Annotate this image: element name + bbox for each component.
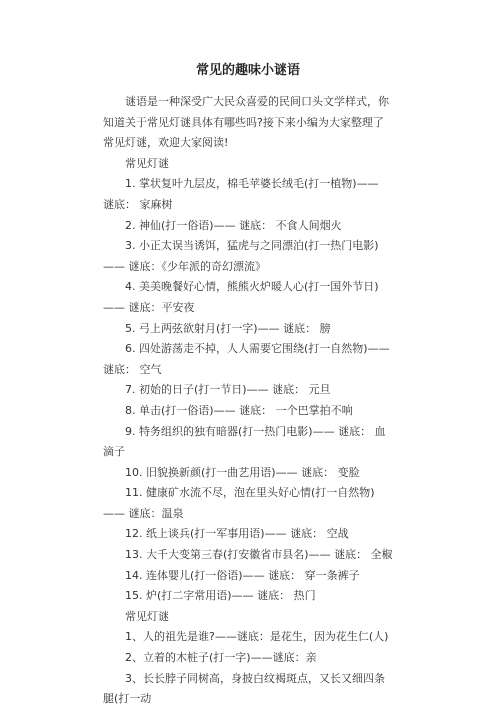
riddle-item: 3、长长脖子同树高，身披白纹褐斑点，又长又细四条腿(打一动 bbox=[103, 671, 385, 706]
section-heading: 常见灯谜 bbox=[125, 156, 169, 170]
riddle-item: 7. 初始的日子(打一节日)—— 谜底： 元旦 bbox=[125, 383, 331, 397]
page-title: 常见的趣味小谜语 bbox=[195, 63, 300, 78]
riddle-item: 1、人的祖先是谁?——谜底：是花生，因为花生仁(人) bbox=[125, 630, 389, 644]
riddle-item: 12. 纸上谈兵(打一军事用语)—— 谜底： 空战 bbox=[125, 527, 349, 541]
riddle-item: 14. 连体婴儿(打一俗语)—— 谜底： 穿一条裤子 bbox=[125, 568, 360, 582]
riddle-item: 2. 神仙(打一俗语)—— 谜底： 不食人间烟火 bbox=[125, 218, 342, 232]
riddle-item: 11. 健康矿水流不尽，泡在里头好心情(打一自然物)—— 谜底：温泉 bbox=[103, 486, 375, 520]
riddle-item: 10. 旧貌换新颜(打一曲艺用语)—— 谜底： 变脸 bbox=[125, 465, 360, 479]
intro-paragraph: 谜语是一种深受广大民众喜爱的民间口头文学样式，你知道关于常见灯谜具体有哪些吗?接下来小编为大家整理了常见灯谜，欢迎大家阅读! bbox=[103, 95, 389, 150]
riddle-item: 2、立着的木桩子(打一字)——谜底：亲 bbox=[125, 651, 317, 665]
riddle-item: 8. 单击(打一俗语)—— 谜底： 一个巴掌拍不响 bbox=[125, 403, 353, 417]
riddle-item: 6. 四处游荡走不掉，人人需要它围绕(打一自然物)—— 谜底： 空气 bbox=[103, 342, 390, 376]
document-body bbox=[103, 92, 393, 710]
section-heading: 常见灯谜 bbox=[125, 609, 169, 623]
riddle-item: 4. 美美晚餐好心情，熊熊火炉暖人心(打一国外节日)—— 谜底：平安夜 bbox=[103, 280, 379, 314]
riddle-item: 1. 掌状复叶九层皮，棉毛苹婆长绒毛(打一植物)—— 谜底： 家麻树 bbox=[103, 177, 379, 211]
riddle-item: 3. 小正太误当诱饵，猛虎与之同漂泊(打一热门电影)—— 谜底：《少年派的奇幻漂流》 bbox=[103, 239, 379, 273]
riddle-item: 9. 特务组织的独有暗器(打一热门电影)—— 谜底： 血滴子 bbox=[103, 424, 386, 459]
riddle-item: 13. 大千大变第三春(打安徽省市县名)—— 谜底： 全椒 bbox=[125, 548, 393, 562]
riddle-item: 15. 炉(打二字常用语)—— 谜底： 热门 bbox=[125, 589, 316, 603]
riddle-item: 5. 弓上两弦欲射月(打一字)—— 谜底： 膀 bbox=[125, 321, 331, 335]
